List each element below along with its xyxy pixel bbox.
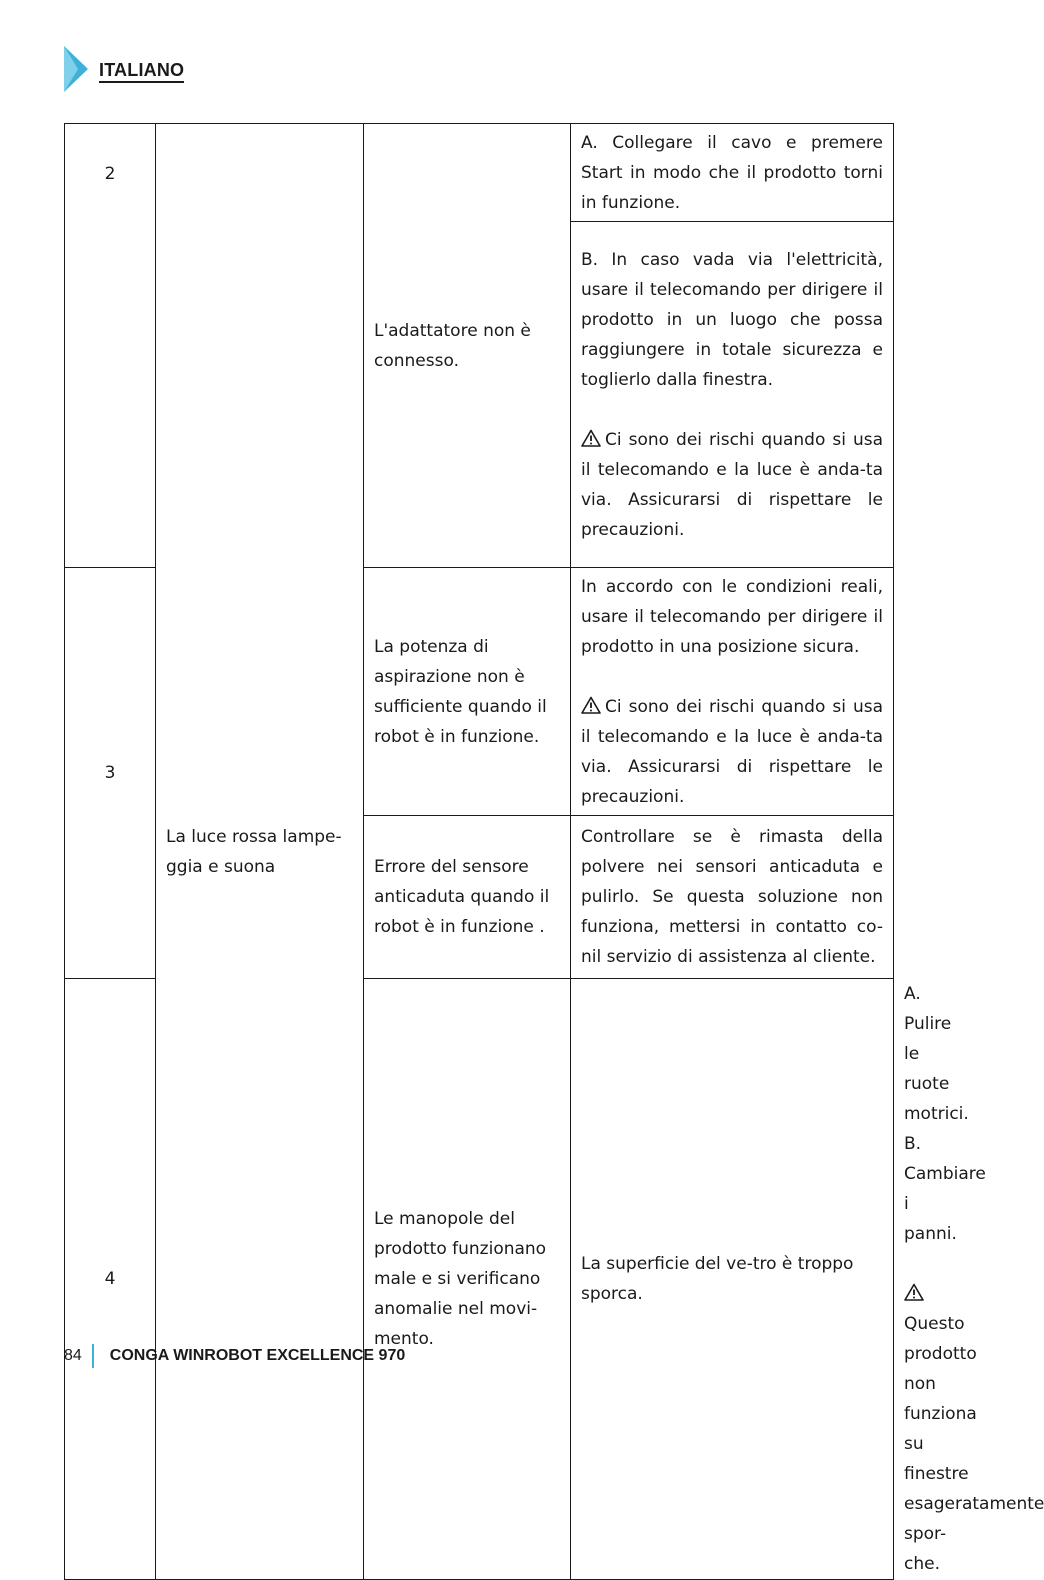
page-footer [64, 1343, 405, 1369]
warning-triangle-icon [581, 429, 601, 447]
page-number: 84 [64, 1347, 82, 1364]
warning-text: Ci sono dei rischi quando si usa il telecomando e la luce è anda-ta via. Assicurarsi di rispettare le precauzioni. [581, 696, 883, 807]
page-header [64, 46, 364, 92]
solution-cell [571, 816, 894, 979]
cause-text: L'adattatore non è connesso. [374, 320, 531, 371]
warning-note [581, 692, 883, 812]
brand-arrow-icon [64, 46, 88, 92]
row-number: 2 [65, 124, 156, 568]
table-row: 4 Le manopole del prodotto funzionano male e si verificano anomalie nel movi-mento. La superficie del ve-tro è troppo sporca. A. Pulire le ruote motrici. B. Cambiare i panni. Questo prodotto non funziona su finestre esageratamente spor-che. [65, 979, 894, 1580]
cause-cell [571, 979, 894, 1580]
language-label: ITALIANO [99, 60, 184, 83]
footer-divider [92, 1344, 94, 1368]
cause-cell [364, 124, 571, 568]
cause-cell [364, 568, 571, 816]
row-number: 3 [65, 568, 156, 979]
row-number: 4 [65, 979, 156, 1580]
problem-text: La luce rossa lampe-ggia e suona [166, 826, 342, 877]
solution-cell [571, 222, 894, 568]
solution-text: B. In caso vada via l'elettricità, usare il telecomando per dirigere il prodotto in un luogo che possa raggiungere in totale sicurezza e toglierlo dalla finestra. [581, 249, 883, 390]
solution-text: Controllare se è rimasta della polvere nei sensori anticaduta e pulirlo. Se questa soluzione non funziona, mettersi in contatto co-nil servizio di assistenza al cliente. [581, 827, 883, 967]
cause-text: La potenza di aspirazione non è sufficiente quando il robot è in funzione. [374, 636, 547, 747]
problem-text: Le manopole del prodotto funzionano male e si verificano anomalie nel movi-mento. [374, 1209, 547, 1349]
product-name: CONGA WINROBOT EXCELLENCE 970 [109, 1347, 406, 1364]
cause-cell [364, 816, 571, 979]
warning-triangle-icon [581, 696, 601, 714]
warning-text: Ci sono dei rischi quando si usa il telecomando e la luce è anda-ta via. Assicurarsi di rispettare le precauzioni. [581, 429, 883, 540]
cause-text: Errore del sensore anticaduta quando il robot è in funzione . [374, 857, 550, 937]
cause-text: La superficie del ve-tro è troppo sporca. [581, 1254, 854, 1304]
solution-text: In accordo con le condizioni reali, usare il telecomando per dirigere il prodotto in una posizione sicura. [581, 576, 883, 657]
solution-text: A. Collegare il cavo e premere Start in modo che il prodotto torni in funzione. [581, 132, 883, 213]
warning-text: Questo prodotto non funziona su finestre esageratamente spor-che. [904, 1314, 1044, 1574]
solution-cell [571, 568, 894, 816]
warning-note [581, 425, 883, 545]
solution-cell [571, 124, 894, 222]
warning-triangle-icon [904, 1283, 924, 1301]
problem-cell [364, 979, 571, 1580]
table-row [65, 124, 894, 222]
